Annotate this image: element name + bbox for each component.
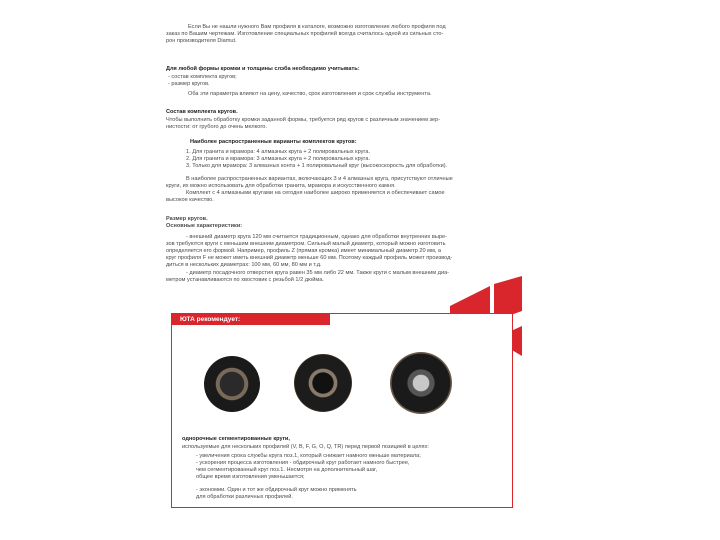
recommend-title: однорочные сегментированные круги, — [182, 436, 290, 442]
section1-list: - состав комплекта кругов; - размер кругов. Оба эти параметра влияют на цену, качество, срок изготовления и срок службы инструмента. — [168, 74, 432, 97]
recommend-banner: ЮТА рекомендует: — [172, 314, 330, 325]
variants-list: 1. Для гранита и мрамора: 4 алмазных круга + 2 полировальных круга. 2. Для гранита и мрамора: 3 алмазных круга + 2 полировальных круга. 3. Только для мрамора: 3 алмазных конта + 1 полировальный круг (высокоскорость для обработки). — [186, 149, 448, 169]
section2-body: Чтобы выполнить обработку кромки заданной формы, требуется ряд кругов с различным значением зер- нистости: от грубого до очень мелкого. — [166, 117, 441, 130]
section3-heading: Размер кругов. Основные характеристики: — [166, 216, 243, 229]
wheel-image-3 — [390, 352, 452, 414]
intro-paragraph: Если Вы не нашли нужного Вам профиля в каталоге, возможно изготовление любого профиля под заказ по Вашим чертежам. Изготовление специальных профилей всегда считалось одной из сильных сто- рон производителя Diamut. — [166, 24, 446, 44]
section2-heading: Состав комплекта кругов. — [166, 109, 238, 115]
recommendation-box — [171, 313, 513, 508]
wheel-image-2 — [294, 354, 352, 412]
wheel-image-1 — [204, 356, 260, 412]
document-page — [160, 8, 525, 506]
recommend-subtitle: используемые для нескольких профилей (V, B, F, G, O, Q, TR) перед первой позицией в целях: — [182, 444, 429, 450]
variants-heading: Наиболее распространенные варианты комплектов кругов: — [190, 139, 357, 145]
section3-para2: - диаметр посадочного отверстия круга равен 35 мм либо 22 мм. Также круги с малым внешним диа- метром устанавливаются по хвостовик с резьбой 1/2 дюйма. — [166, 270, 450, 283]
recommend-bullets: - увеличения срока службы круга поз.1, который снижает намного меньше материала; - ускорения процесса изготовления - обдирочный круг работает намного быстрее, чем сегментированный круг поз.1. Несмотря на дополнительный шаг, общее время изготовления уменьшается; - экономии. Один и тот же обдирочный круг можно применять для обработки различных профилей. — [196, 453, 421, 500]
section1-heading: Для любой формы кромки и толщины слэба необходимо учитывать: — [166, 66, 360, 72]
section3-para1: - внешний диаметр круга 120 мм считается традиционным, однако для обработки внутренних выре- зов требуются круги с меньшим внешним диаметром. Сильный малый диаметр, который можно изготовить определяется его формой. Например, профиль Z (прямая кромка) имеет минимальный диаметр 20 мм, а круг профиля F не может иметь внешний диаметр меньше 60 мм. Поэтому каждый профиль может производ- диться в нескольких диаметрах: 100 мм, 60 мм, 80 мм и т.д. — [166, 234, 453, 268]
section2-paragraph: В наиболее распространенных вариантах, включающих 3 и 4 алмазных круга, присутствуют отличные круги, их можно использовать для обработки гранита, мрамора и искусственного камня. Комплект с 4 алмазными кругами на сегодня наиболее широко применяется и обеспечивает самое высокое качество. — [166, 176, 453, 203]
